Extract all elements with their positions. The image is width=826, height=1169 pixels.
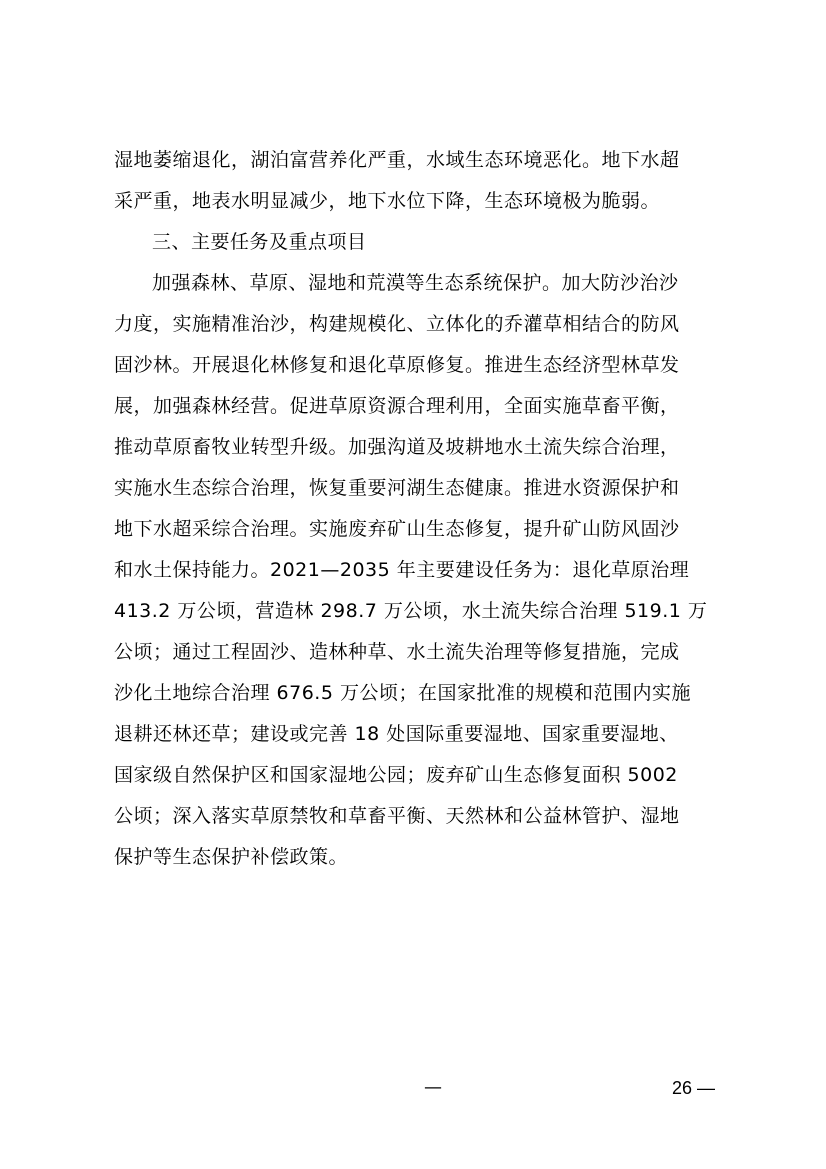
section-heading: 三、主要任务及重点项目 <box>152 231 367 253</box>
text-line: 保护等生态保护补偿政策。 <box>114 846 349 868</box>
text-line: 展，加强森林经营。促进草原资源合理利用，全面实施草畜平衡， <box>114 395 680 417</box>
text-line: 固沙林。开展退化林修复和退化草原修复。推进生态经济型林草发 <box>114 354 680 376</box>
text-line: 413.2 万公顷，营造林 298.7 万公顷，水土流失综合治理 519.1 万 <box>114 600 708 622</box>
footer-left-dash: — <box>424 1077 442 1098</box>
text-line: 退耕还林还草；建设或完善 18 处国际重要湿地、国家重要湿地、 <box>114 723 679 745</box>
text-line: 力度，实施精准治沙，构建规模化、立体化的乔灌草相结合的防风 <box>114 313 680 335</box>
text-line: 加强森林、草原、湿地和荒漠等生态系统保护。加大防沙治沙 <box>152 272 679 294</box>
text-line: 地下水超采综合治理。实施废弃矿山生态修复，提升矿山防风固沙 <box>114 518 680 540</box>
page-number: 26 — <box>672 1078 716 1098</box>
text-line: 湿地萎缩退化，湖泊富营养化严重，水域生态环境恶化。地下水超 <box>114 149 680 171</box>
text-line: 公顷；深入落实草原禁牧和草畜平衡、天然林和公益林管护、湿地 <box>114 805 680 827</box>
text-line: 沙化土地综合治理 676.5 万公顷；在国家批准的规模和范围内实施 <box>114 682 691 704</box>
text-line: 公顷；通过工程固沙、造林种草、水土流失治理等修复措施，完成 <box>114 641 680 663</box>
text-line: 实施水生态综合治理，恢复重要河湖生态健康。推进水资源保护和 <box>114 477 680 499</box>
text-line: 推动草原畜牧业转型升级。加强沟道及坡耕地水土流失综合治理， <box>114 436 680 458</box>
text-line: 国家级自然保护区和国家湿地公园；废弃矿山生态修复面积 5002 <box>114 764 678 786</box>
text-line: 采严重，地表水明显减少，地下水位下降，生态环境极为脆弱。 <box>114 190 661 212</box>
text-line: 和水土保持能力。2021—2035 年主要建设任务为：退化草原治理 <box>114 559 690 581</box>
